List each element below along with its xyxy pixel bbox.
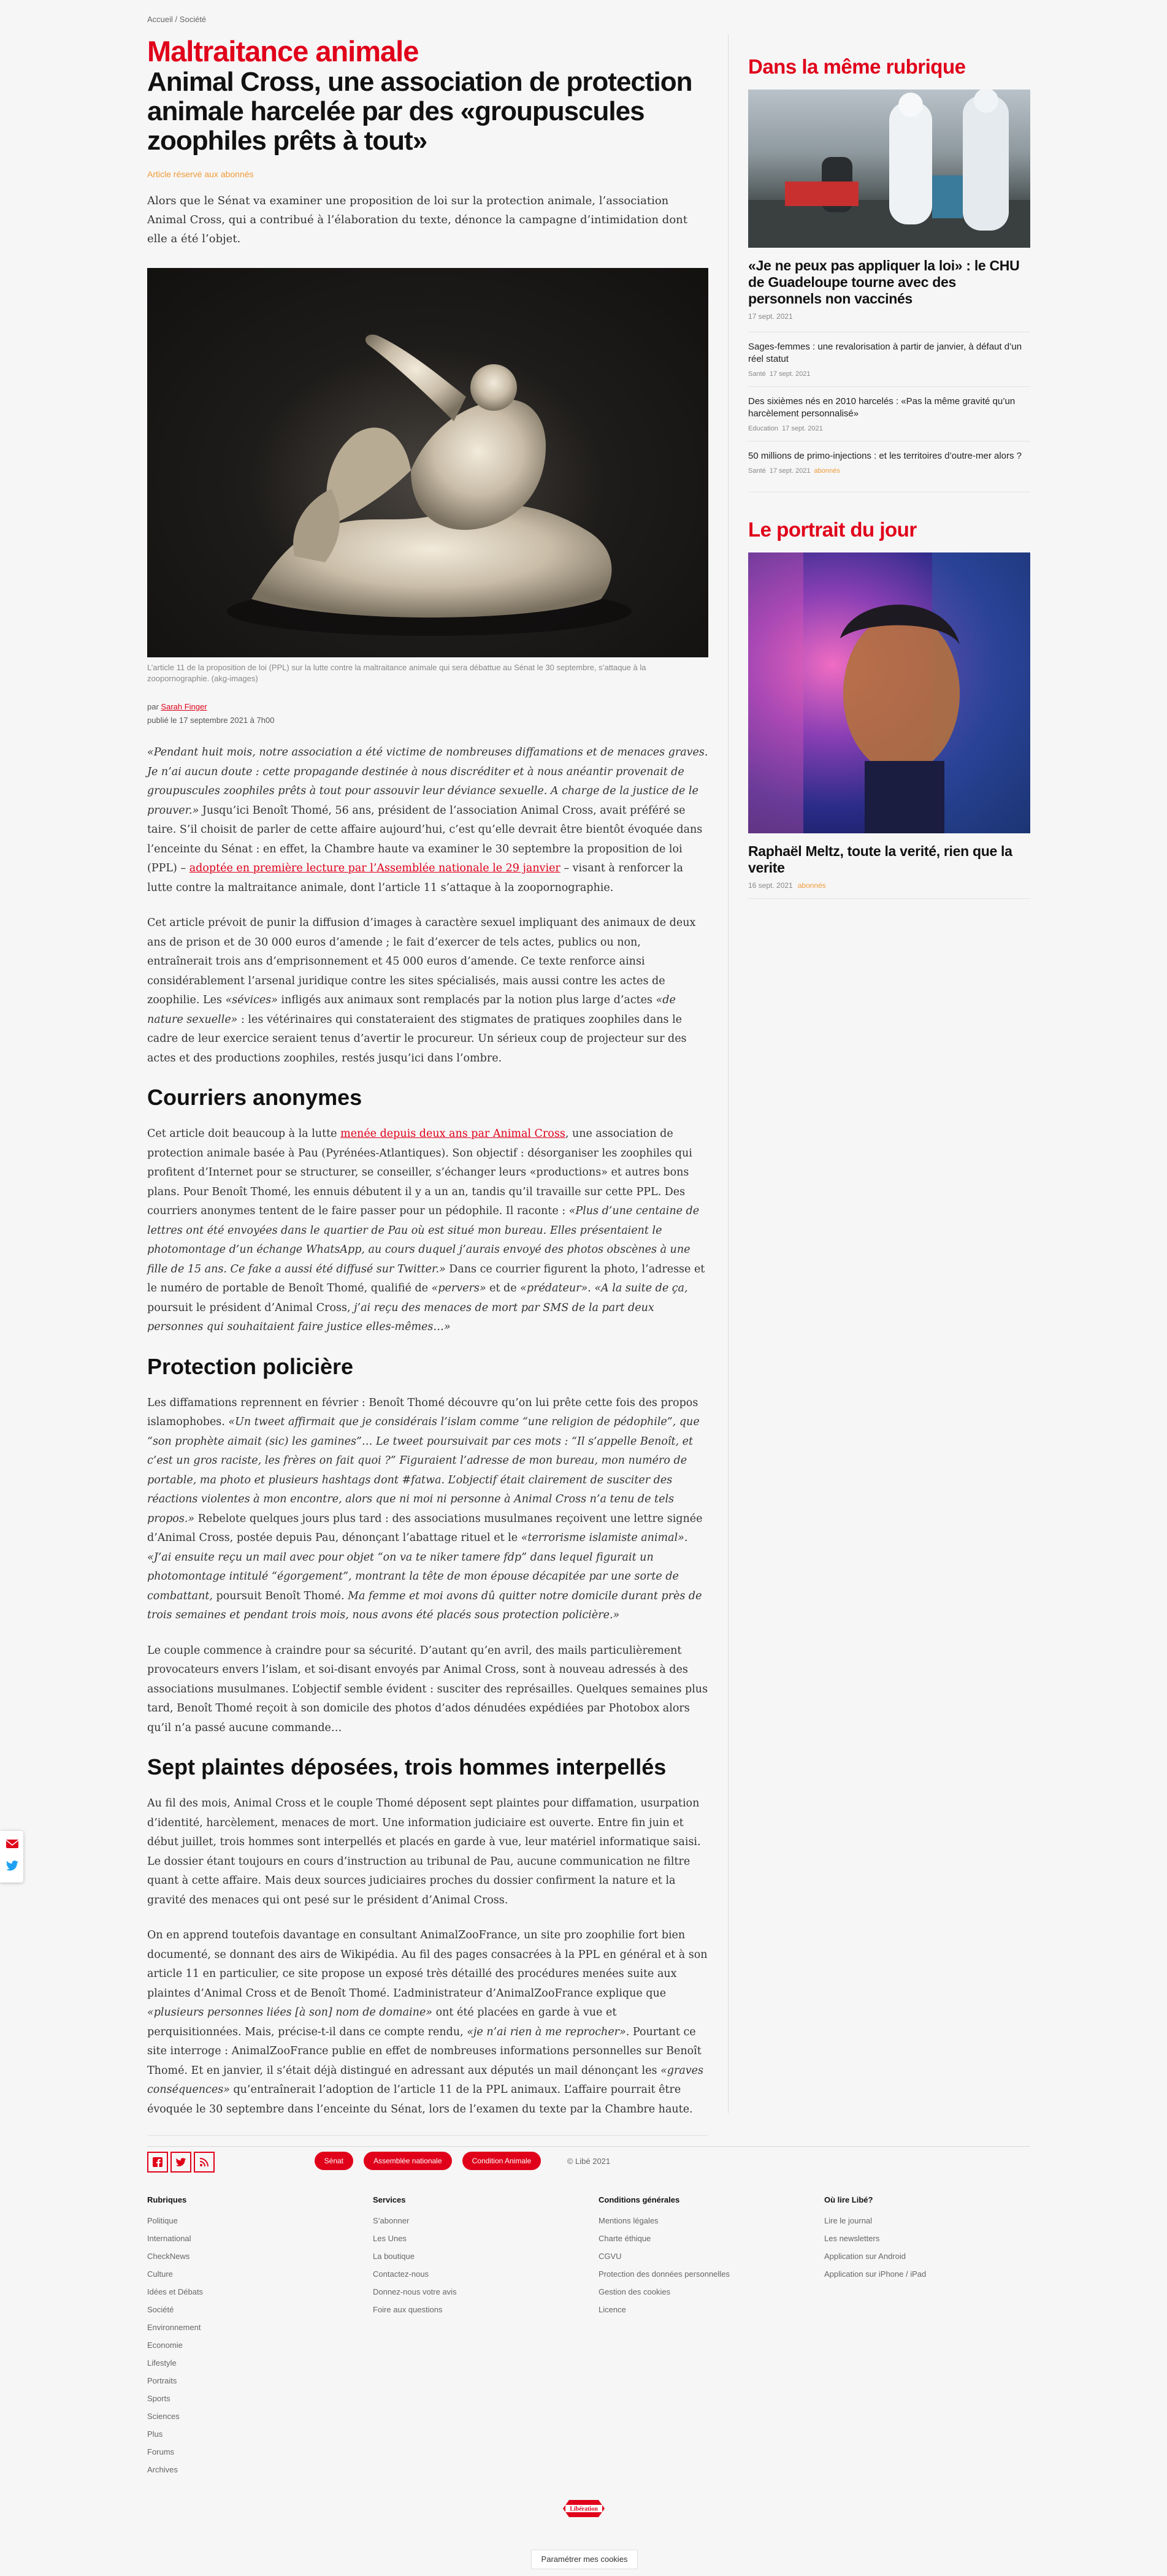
text: Dans ce courrier figurent la photo, l’adresse et le numéro de portable de Benoît Thomé, qualifié de (147, 1263, 705, 1294)
text: et de (486, 1282, 521, 1294)
article-body (147, 743, 708, 2170)
logo-text: Libération (570, 2505, 598, 2513)
text: On en apprend toutefois davantage en consultant AnimalZooFrance, un site pro zoophilie fort bien documenté, se donnant des airs de Wikipédia. Au fil des pages consacrées à la PPL en général et à son article 11 en particulier, ce site propose un exposé très détaillé des procédures menées suite aux plaintes d’Animal Cross et de Benoît Thomé. L’administrateur d’AnimalZooFrance explique que (147, 1929, 708, 2000)
footer-link[interactable]: Charte éthique (599, 2234, 651, 2243)
paragraph: Le couple commence à craindre pour sa sécurité. D’autant qu’en avril, des mails particulièrement provocateurs envers l’islam, et soi-disant envoyés par Animal Cross, sont à nouveau adressés à des associations musulmanes. L’objectif semble évident : susciter des représailles. Quelques semaines plus tard, Benoît Thomé reçoit à son domicile des photos d’ados dénudées expédiées par Photobox alors qu’il n’a passé aucune commande… (147, 1644, 708, 1734)
rubrique-title: Dans la même rubrique (748, 55, 966, 78)
list-item[interactable] (748, 332, 1030, 386)
text: Rebelote quelques jours plus tard : des associations musulmanes reçoivent une lettre signée d’Animal Cross, postée depuis Pau, dénonçant l’abattage rituel et le (147, 1512, 703, 1544)
text: Les diffamations reprennent en février : Benoît Thomé découvre qu’on lui prête cette fois des propos islamophobes. (147, 1396, 698, 1428)
social-links (147, 2152, 215, 2173)
footer-column-title: Rubriques (147, 2195, 187, 2204)
twitter-icon[interactable] (170, 2152, 191, 2173)
list-item[interactable] (748, 441, 1030, 483)
liberation-logo-mark (561, 2498, 607, 2520)
image-caption: L’article 11 de la proposition de loi (PPL) sur la lutte contre la maltraitance animale qui sera débattue au Sénat le 30 septembre, s’attaque à la zoopornographie. (akg-images) (147, 663, 646, 683)
paragraph (147, 1394, 708, 1626)
footer-link[interactable]: Lifestyle (147, 2358, 177, 2368)
list-item-date: 17 sept. 2021 (769, 467, 811, 475)
list-item-category: Santé (748, 370, 766, 378)
text: infligés aux animaux sont remplacés par la notion plus large d’actes (277, 994, 656, 1006)
breadcrumb (147, 15, 206, 24)
breadcrumb-section[interactable]: Société (179, 15, 207, 24)
text: , une association de protection animale basée à Pau (Pyrénées-Atlantiques). Son objectif : désorganiser les zoophiles qui profitent d’Internet pour se structurer, se conseiller, s’échanger leurs «productions» et autres bons plans. Pour Benoît Thomé, les ennuis débutent il y a un an, tandis qu’il travaille sur cette PPL. Des courriers anonymes tentent de le faire passer pour un pédophile. Il raconte : (147, 1128, 692, 1217)
paragraph (147, 743, 708, 898)
tag-senat[interactable]: Sénat (315, 2152, 353, 2170)
mail-icon[interactable] (6, 1840, 18, 1848)
cookie-settings-button[interactable]: Paramétrer mes cookies (531, 2550, 638, 2569)
portrait-image[interactable] (748, 552, 1030, 833)
footer-link[interactable]: Mentions légales (599, 2216, 659, 2225)
footer-link[interactable]: Foire aux questions (373, 2305, 443, 2314)
footer-column-title: Où lire Libé? (824, 2195, 873, 2204)
footer-link[interactable]: CGVU (599, 2252, 622, 2261)
footer-link[interactable]: Licence (599, 2305, 626, 2314)
footer-column-title: Conditions générales (599, 2195, 680, 2204)
text: : les vétérinaires qui constateraient des stigmates de pratiques zoophiles dans le cadre de leur exercice seraient tenus d’avertir le procureur. Un sérieux coup de projecteur sur des actes et des productions zoophiles, restés jusqu’ici dans l’ombre. (147, 1013, 687, 1064)
byline-prefix: par (147, 702, 159, 711)
sculpture-illustration (147, 268, 708, 657)
column-divider (728, 34, 729, 2113)
quote: «A la suite de ça, (594, 1282, 688, 1294)
portrait-date: 16 sept. 2021 (748, 881, 793, 890)
footer-divider (147, 2146, 1030, 2147)
portrait-title: Le portrait du jour (748, 518, 917, 541)
list-item-meta (748, 425, 1030, 432)
footer-link[interactable]: Application sur Android (824, 2252, 906, 2261)
subscribers-badge: Article réservé aux abonnés (147, 169, 254, 179)
tag-assemblee-nationale[interactable]: Assemblée nationale (364, 2152, 451, 2170)
text: Jusqu’ici Benoît Thomé, 56 ans, président de l’association Animal Cross, avait préféré se taire. S’il choisit de parler de cette affaire aujourd’hui, c’est qu’elle devrait être bientôt évoquée dans l’enceinte du Sénat : en effet, la Chambre haute va examiner le 30 septembre la proposition de loi (PPL) – (147, 804, 703, 874)
footer-column-conditions (599, 2195, 801, 2318)
portrait-meta (748, 881, 1030, 890)
footer-link[interactable]: La boutique (373, 2252, 415, 2261)
text: Cet article doit beaucoup à la lutte (147, 1128, 341, 1140)
footer-link[interactable]: Forums (147, 2447, 175, 2456)
abonnes-badge: abonnés (797, 881, 826, 890)
copyright: © Libé 2021 (567, 2157, 611, 2166)
list-item-date: 17 sept. 2021 (769, 370, 811, 378)
text: poursuit le président d’Animal Cross, (147, 1301, 354, 1314)
text: . (684, 1532, 688, 1544)
article (147, 36, 708, 2170)
footer-link[interactable]: Lire le journal (824, 2216, 873, 2225)
quote: «Un tweet affirmait que je considérais l’islam comme “une religion de pédophile”, que “son prophète aimait (sic) les gamines”… Le tweet poursuivait par ces mots : “Il s’appelle Benoît, et c’est un gros raciste, les frères on fait quoi ?” Figuraient l’adresse de mon bureau, mon numéro de portable, ma photo et plusieurs hashtags dont #fatwa. L’objectif était clairement de susciter des réactions violentes à mon encontre, alors que ni moi ni personne à Animal Cross n’a tenu de tels propos.» (147, 1416, 700, 1525)
quote: «sévices» (225, 994, 278, 1006)
list-item-meta (748, 467, 1030, 475)
quote: «terrorisme islamiste animal» (521, 1532, 684, 1544)
breadcrumb-home[interactable]: Accueil (147, 15, 173, 24)
footer-link[interactable]: Plus (147, 2429, 163, 2439)
publish-date: publié le 17 septembre 2021 à 7h00 (147, 716, 275, 725)
footer-link[interactable]: S’abonner (373, 2216, 410, 2225)
list-item-category: Santé (748, 467, 766, 475)
list-item-title[interactable]: Sages-femmes : une revalorisation à partir de janvier, à défaut d’un réel statut (748, 342, 1022, 364)
share-bar (0, 1831, 23, 1882)
footer-link[interactable]: Application sur iPhone / iPad (824, 2269, 927, 2279)
breadcrumb-separator: / (175, 15, 178, 24)
quote: «J’ai ensuite reçu un mail avec pour objet “on va te niker tamere fdp” dans lequel figurait un photomontage intitulé “égorgement”, montrant la tête de mon épouse décapitée par une sorte de combattant, (147, 1551, 679, 1602)
list-item-title[interactable]: 50 millions de primo-injections : et les territoires d’outre-mer alors ? (748, 451, 1022, 461)
text: . Pourtant ce site interroge : AnimalZooFrance publie en effet de nombreuses informations personnelles sur Benoît Thomé. Et en janvier, il s’était déjà distingué en adressant aux députés un mail dénonçant les (147, 2025, 702, 2077)
paragraph (147, 1125, 708, 1337)
footer-link[interactable]: Les newsletters (824, 2234, 880, 2243)
text: ont été placées en garde à vue et perquisitionnées. Mais, précise-t-il dans ce compte rendu, (147, 2006, 617, 2038)
byline (147, 700, 708, 727)
text: – visant à renforcer la lutte contre la maltraitance animale, dont l’article 11 s’attaque à la zoopornographie. (147, 862, 683, 894)
article-kicker[interactable]: Maltraitance animale (147, 35, 419, 67)
list-item-category: Education (748, 425, 778, 432)
facebook-icon[interactable] (147, 2152, 168, 2173)
portrait-photo (748, 552, 1030, 833)
hospital-photo (748, 90, 1030, 248)
sidebar (748, 55, 1030, 899)
text: poursuit Benoît Thomé. (212, 1589, 348, 1602)
portrait-name[interactable]: Raphaël Meltz, toute la verité, rien que la verite (748, 843, 1012, 876)
tag-condition-animale[interactable]: Condition Animale (462, 2152, 541, 2170)
featured-date: 17 sept. 2021 (748, 312, 793, 321)
inline-link[interactable]: adoptée en première lecture par l’Assemblée nationale le 29 janvier (189, 862, 561, 874)
author-link[interactable]: Sarah Finger (161, 702, 207, 711)
quote: «pervers» (431, 1282, 486, 1294)
footer-link[interactable]: Sciences (147, 2412, 180, 2421)
paragraph (147, 914, 708, 1068)
footer-link[interactable]: Economie (147, 2341, 183, 2350)
footer-link[interactable]: Culture (147, 2269, 173, 2279)
footer-link[interactable]: Contactez-nous (373, 2269, 429, 2279)
footer-link[interactable]: Idées et Débats (147, 2287, 204, 2296)
featured-title[interactable]: «Je ne peux pas appliquer la loi» : le CHU de Guadeloupe tourne avec des personnels non vaccinés (748, 258, 1020, 307)
footer-link[interactable]: Société (147, 2305, 174, 2314)
quote: j’ai reçu des menaces de mort par SMS de la part deux personnes qui souhaitaient faire justice elles-mêmes…» (147, 1301, 654, 1333)
quote: «prédateur» (520, 1282, 588, 1294)
quote: Ma femme et moi avons dû quitter notre domicile durant près de trois semaines et pendant trois mois, nous avons été placés sous protection policière.» (147, 1589, 702, 1621)
divider (748, 898, 1030, 899)
footer-link[interactable]: Les Unes (373, 2234, 407, 2243)
list-item-meta (748, 370, 1030, 378)
rss-icon[interactable] (194, 2152, 215, 2173)
inline-link[interactable]: menée depuis deux ans par Animal Cross (340, 1128, 565, 1140)
featured-image[interactable] (748, 90, 1030, 248)
quote: «Plus d’une centaine de lettres ont été envoyées dans le quartier de Pau où est situé mon bureau. Elles présentaient le photomontage d’un échange WhatsApp, au cours duquel j’aurais envoyé des photos obscènes à une fille de 15 ans. Ce fake a aussi été diffusé sur Twitter.» (147, 1205, 700, 1275)
footer-link[interactable]: Sports (147, 2394, 170, 2403)
footer-link[interactable]: Gestion des cookies (599, 2287, 671, 2296)
footer-link[interactable]: Politique (147, 2216, 178, 2225)
paragraph (147, 1926, 708, 2119)
section-heading: Sept plaintes déposées, trois hommes interpellés (147, 1754, 667, 1779)
quote: «Pendant huit mois, notre association a été victime de nombreuses diffamations et de menaces graves. Je n’ai aucun doute : cette propagande destinée à nous discréditer et à nous anéantir provenait de groupuscules zoophiles prêts à tout pour assouvir leur déviance sexuelle. A charge de la justice de le prouver.» (147, 746, 708, 817)
footer-link[interactable]: International (147, 2234, 191, 2243)
article-lead: Alors que le Sénat va examiner une proposition de loi sur la protection animale, l’association Animal Cross, qui a contribué à l’élaboration du texte, dénonce la campagne d’intimidation dont elle a été l’objet. (147, 194, 687, 245)
quote: «de nature sexuelle» (147, 994, 676, 1026)
footer-link[interactable]: Environnement (147, 2323, 201, 2332)
footer-column-ou-lire (824, 2195, 1027, 2283)
list-item[interactable] (748, 386, 1030, 441)
quote: «graves conséquences» (147, 2064, 703, 2096)
footer-link[interactable]: Donnez-nous votre avis (373, 2287, 457, 2296)
text: . (587, 1282, 595, 1294)
footer-column-rubriques (147, 2195, 350, 2479)
article-title: Animal Cross, une association de protection animale harcelée par des «groupuscules zoophiles prêts à tout» (147, 67, 692, 156)
footer-link[interactable]: CheckNews (147, 2252, 190, 2261)
text: Cet article prévoit de punir la diffusion d’images à caractère sexuel impliquant des animaux de deux ans de prison et de 30 000 euros d’amende ; le fait d’exercer de tels actes, publics ou non, entraînerait trois ans d’emprisonnement et 45 000 euros d’amende. Ce texte renforce ainsi considérablement l’arsenal juridique contre les sites spécialisés, mais aussi contre les actes de zoophilie. Les (147, 917, 696, 1006)
abonnes-badge: abonnés (814, 467, 840, 475)
footer-link[interactable]: Portraits (147, 2376, 177, 2385)
section-heading: Courriers anonymes (147, 1085, 362, 1110)
footer-column-title: Services (373, 2195, 406, 2204)
paragraph: Au fil des mois, Animal Cross et le couple Thomé déposent sept plaintes pour diffamation, usurpation d’identité, harcèlement, menaces de mort. Une information judiciaire est ouverte. Entre fin juin et début juillet, trois hommes sont interpellés et placés en garde à vue, leur matériel informatique saisi. Le dossier étant toujours en cours d’instruction au tribunal de Pau, aucune communication ne filtre quant à cette affaire. Mais deux sources judiciaires proches du dossier confirment la nature et la gravité des menaces qui ont pesé sur le président d’Animal Cross. (147, 1797, 701, 1906)
quote: «plusieurs personnes liées [à son] nom de domaine» (147, 2006, 433, 2019)
list-item-title[interactable]: Des sixièmes nés en 2010 harcelés : «Pas la même gravité qu’un harcèlement personnalisé» (748, 396, 1016, 419)
footer-link[interactable]: Archives (147, 2465, 178, 2474)
section-heading: Protection policière (147, 1353, 354, 1379)
list-item-date: 17 sept. 2021 (782, 425, 823, 432)
twitter-icon[interactable] (6, 1860, 19, 1874)
article-hero-image (147, 268, 708, 657)
liberation-logo[interactable] (561, 2498, 607, 2522)
quote: «je n’ai rien à me reprocher» (467, 2025, 626, 2038)
footer-column-services (373, 2195, 575, 2318)
footer-link[interactable]: Protection des données personnelles (599, 2269, 730, 2279)
text: qu’entraînerait l’adoption de l’article 11 de la PPL animaux. L’affaire pourrait être évoquée le 30 septembre dans l’enceinte du Sénat, lors de l’examen du texte par la Chambre haute. (147, 2084, 693, 2115)
